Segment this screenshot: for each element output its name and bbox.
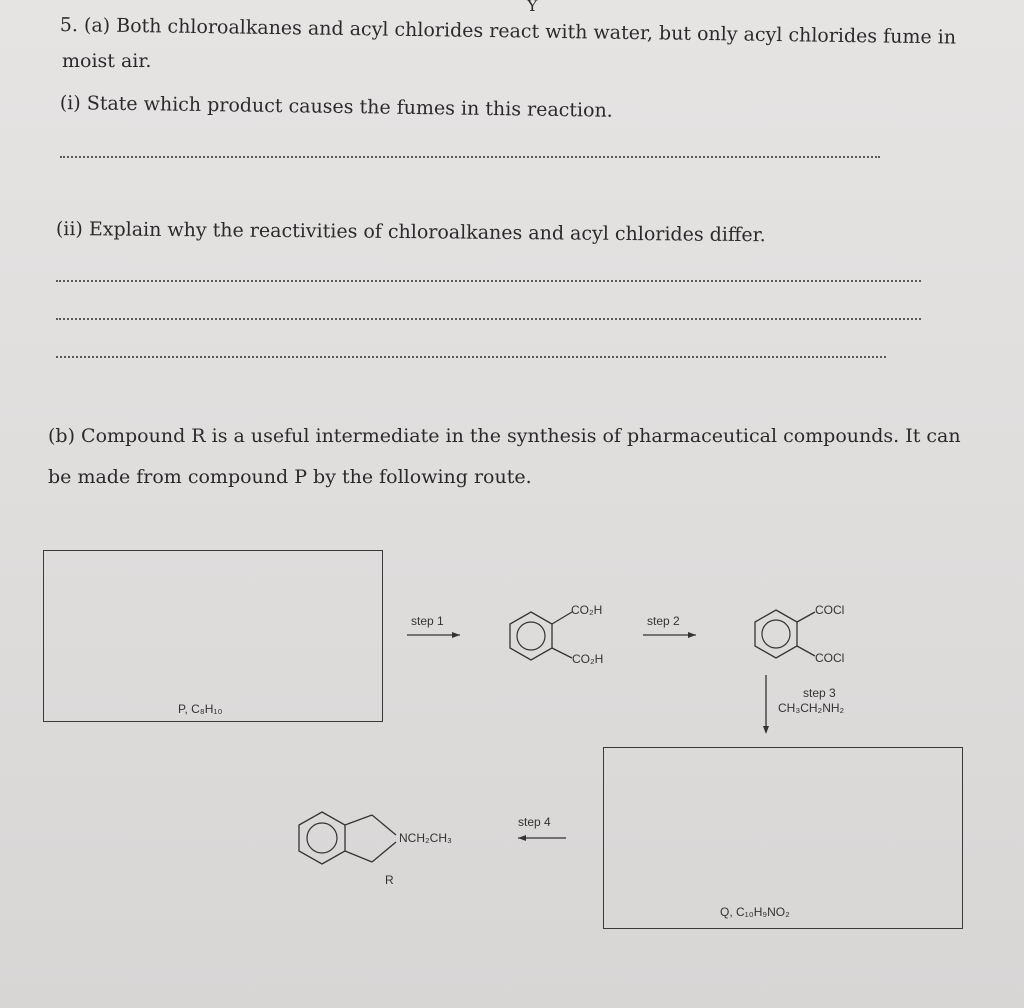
question-5a-line2: moist air. — [62, 50, 152, 72]
compound-r-label: R — [385, 873, 394, 887]
acyl-top-group: COCl — [815, 603, 845, 617]
step2-label: step 2 — [647, 614, 680, 628]
question-5a-part-ii: (ii) Explain why the reactivities of chloroalkanes and acyl chlorides differ. — [55, 218, 766, 247]
header-mark: Y — [527, 0, 538, 15]
benzene-ring-dicarboxylic-acid-icon — [510, 612, 572, 660]
acid-top-group: CO₂H — [571, 603, 603, 617]
question-5a-line1: 5. (a) Both chloroalkanes and acyl chlorides react with water, but only acyl chlorides fume in — [59, 14, 957, 49]
step3-label: step 3 — [803, 686, 836, 700]
step1-label: step 1 — [411, 614, 444, 628]
step4-label: step 4 — [518, 815, 551, 829]
question-5b-line2: be made from compound P by the following route. — [48, 466, 532, 488]
step3-reagent: CH₃CH₂NH₂ — [778, 701, 845, 715]
question-5b-line1: (b) Compound R is a useful intermediate in the synthesis of pharmaceutical compounds. It can — [48, 425, 961, 447]
compound-q-label: Q, C₁₀H₉NO₂ — [720, 905, 790, 919]
compound-r-substituent: NCH₂CH₃ — [399, 831, 452, 845]
acid-bottom-group: CO₂H — [572, 652, 604, 666]
question-5a-part-i: (i) State which product causes the fumes in this reaction. — [59, 92, 613, 122]
compound-p-label: P, C₈H₁₀ — [178, 702, 223, 716]
acyl-bottom-group: COCl — [815, 651, 845, 665]
compound-r-structure-icon — [299, 812, 396, 864]
benzene-ring-diacyl-chloride-icon — [755, 610, 815, 658]
